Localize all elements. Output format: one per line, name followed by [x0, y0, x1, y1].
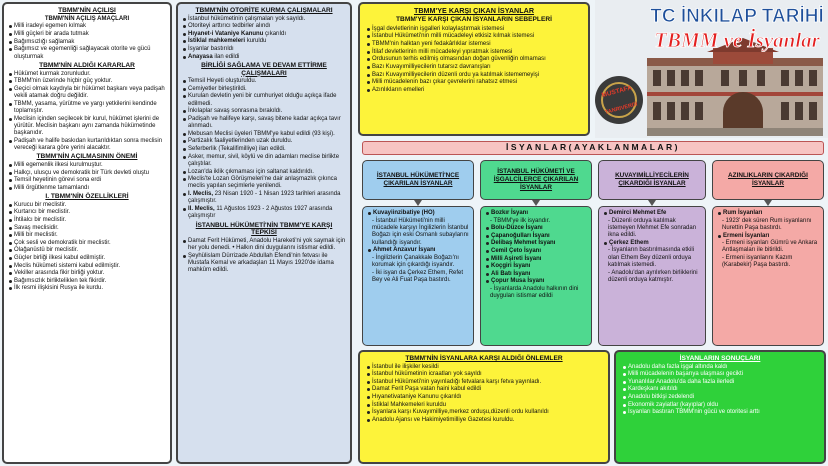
- list-item-text: Hükümet kurmak zorunludur.: [14, 70, 91, 77]
- panel-tbmm-acilisi: [2, 2, 172, 464]
- sebepler-title: TBMM'YE KARŞI ÇIKAN İSYANLARIN SEBEPLERİ: [396, 16, 552, 24]
- list-item-text: - İstanbul Hükümeti'nin milli mücadele karşıyı İngilizlerin İstanbul Boğazı için eski Osmanlı subaylarını kullandığı isyandır.: [372, 217, 469, 246]
- list-item-text: Çopur Musa İsyanı: [491, 278, 545, 285]
- list-item-detail: [485, 286, 587, 301]
- list-item: [182, 31, 346, 38]
- list-item: [182, 253, 346, 275]
- category-title: KUVAYIMİLLİYECİLERİN ÇIKARDIĞI İSYANLAR: [598, 160, 706, 200]
- list-item-rest: çıkarıldı: [263, 30, 287, 37]
- list-item: TBMM'nin halktan yeni fedakârlıklar istemesi: [366, 41, 582, 48]
- list-item-text: İstiklal mahkemeleri: [188, 38, 246, 45]
- list-item-text: Meclis hükümeti sistemi kabul edilmiştir.: [14, 262, 121, 269]
- list-item-text: Şeyhülislam Dürrizade Abdullah Efendi'nin fetvası ile Mustafa Kemal ve arkadaşları 11 Mayıs 1920'de idama mahkûm edildi.: [188, 252, 334, 274]
- list-item-text: Milli örgütlenme tamamlandı: [14, 184, 90, 191]
- list-item: [182, 138, 346, 145]
- isyanlar-title: TBMM'YE KARŞI ÇIKAN İSYANLAR: [413, 6, 535, 15]
- subheading: [8, 16, 166, 23]
- list-item: [182, 238, 346, 253]
- list-item-detail: [717, 218, 819, 233]
- section-title: TBMM'NİN OTORİTE KURMA ÇALIŞMALARI: [195, 7, 333, 14]
- list-item-rest: kuruldu: [245, 38, 267, 45]
- list-item-text: - Ermeni isyanlarını Kazım (Karabekir) Paşa bastırdı.: [722, 255, 793, 269]
- list-item-text: Savaş meclisidir.: [14, 224, 59, 231]
- list-item: [182, 206, 346, 221]
- list-item-text: İsyanlar bastırıldı: [188, 46, 234, 53]
- list-item-text: Ahmet Anzavur İsyanı: [373, 247, 436, 254]
- list-item: İstiklal Mahkemeleri kuruldu: [366, 402, 602, 409]
- list-item-text: Delibaş Mehmet İsyanı: [491, 240, 556, 247]
- list-item: [182, 86, 346, 93]
- list-item-text: Meclis'te Lozan Görüşmeleri'ne dair anlaşmazlık çıkınca meclis yapılan seçimlerle yenilendi.: [188, 176, 338, 190]
- list-item: [182, 93, 346, 108]
- seal-stamp: [595, 76, 643, 124]
- list-item: [182, 38, 346, 45]
- list-item-text: İhtilalcı bir meclistir.: [14, 216, 67, 223]
- list-item: Anadolu Ajansı ve Hakimiyetimilliye Gazetesi kuruldu.: [366, 417, 602, 424]
- list-item-text: Milli egemenlik ilkesi kurulmuştur.: [14, 162, 103, 168]
- section-title: TBMM'NİN AÇILMASININ ÖNEMİ: [36, 153, 138, 161]
- list-item: Ekonomik zayiatlar (kayıplar) oldu: [622, 402, 818, 409]
- logo-line2: TBMM ve İsyanlar: [654, 28, 820, 52]
- list-item-text: Mebusan Meclisi üyeleri TBMM'ye kabul edildi (93 kişi).: [188, 130, 335, 137]
- list-item: [485, 256, 587, 263]
- list-item: [182, 78, 346, 85]
- list-item-text: Seferberlik (Tekalifimilliye) ilan edildi.: [188, 145, 286, 152]
- list-item: [8, 39, 166, 46]
- list-item: [182, 23, 346, 30]
- list-item: [182, 131, 346, 138]
- list-item-text: TBMM'nin üzerinde hiçbir güç yoktur.: [14, 78, 113, 85]
- sonuclar-list: [622, 364, 818, 417]
- list-item: Azınlıkların emelleri: [366, 87, 582, 94]
- list-item-text: Padişah ve halifeye karşı, savaş bitene kadar açıkça tavır alınmadı.: [188, 115, 341, 130]
- list-item: Milli mücadelenin başarıya ulaşması gecikti: [622, 371, 818, 378]
- section-title: İSTANBUL HÜKÜMETİ'NİN TBMM'YE KARŞI TEPKİSİ: [195, 221, 333, 237]
- list-item-text: Ali Batı İsyanı: [491, 270, 531, 277]
- category-body: [362, 206, 474, 346]
- category-body: [598, 206, 706, 346]
- list-item-text: I. Meclis,: [188, 191, 214, 198]
- list-item: İstanbul hükümetinin icraatları yok sayıldı: [366, 371, 602, 378]
- list-item-text: Kuvayiinzibatiye (HO): [373, 210, 435, 216]
- list-item-text: TBMM'NİN AÇILIŞ AMAÇLARI: [44, 15, 130, 22]
- list-item: [8, 209, 166, 216]
- list-item: [485, 263, 587, 270]
- list-item: [367, 247, 469, 254]
- list-item-text: Demirci Mehmet Efe: [609, 210, 667, 216]
- list-item: [603, 240, 701, 247]
- list-item-text: Damat Ferit Hükümeti, Anadolu Hareketi'ni yok saymak için her yolu denedi. • Halkın dini duygularını istismar edildi.: [188, 237, 346, 252]
- list-item: [485, 240, 587, 247]
- list-item: [8, 162, 166, 169]
- list-item-text: - Anadolu'dan ayrılırken birliklerini düzenli orduya katmıştır.: [608, 269, 698, 283]
- list-item: [8, 46, 166, 61]
- list-item: [8, 217, 166, 224]
- list-item-text: Bağımsızlık birlikteliklen tek fikirdir.: [14, 277, 107, 284]
- list-item: [8, 101, 166, 116]
- list-item: [8, 185, 166, 192]
- list-item-text: - İngilizlerin Çanakkale Boğazı'nı korumak için çıkardığı isyandır.: [372, 254, 459, 269]
- list-item-text: TBMM, yasama, yürütme ve yargı yetkilerini kendinde toplamıştır.: [14, 100, 157, 114]
- list-item: Anadolu daha fazla işgal altında kaldı: [622, 364, 818, 371]
- list-item: Anadolu bitkişi zedelendi: [622, 394, 818, 401]
- list-item: [182, 116, 346, 131]
- list-item: [8, 263, 166, 270]
- list-item: [717, 233, 819, 240]
- sebepler-list: [366, 26, 582, 94]
- list-item: İşgal devletlerinin işgalleri kolaylaştırmak istemesi: [366, 26, 582, 33]
- list-item: İtilaf devletlerinin milli mücadeleyi yıpratmak istemesi: [366, 49, 582, 56]
- list-item-text: Meclisin içinden seçilecek bir kurul, hükümet işlerini de yürütür. Meclisin başkanı aynı zamanda hükümetinde başkanıdır.: [14, 115, 160, 137]
- list-item: İstanbul Hükümeti'nin milli mücadeleyi etkisiz kılmak istemesi: [366, 33, 582, 40]
- isyanlar-header: İSYANLAR(AYAKLANMALAR): [362, 141, 824, 155]
- section-title: TBMM'NİN AÇILIŞI: [58, 7, 116, 14]
- list-item-text: Çok sesli ve demokratik bir meclistir.: [14, 239, 111, 246]
- list-item: [8, 225, 166, 232]
- list-item-text: - TBMM'ye ilk isyandır.: [490, 217, 551, 224]
- list-item-text: Kurulan devletin yeni bir cumhuriyet olduğu açıkça ifade edilmedi.: [188, 93, 337, 107]
- list-item: Bazı Kuvayımilliyecilerin tutarsız davranışları: [366, 64, 582, 71]
- list-item-text: Kurtarıcı bir meclistir.: [14, 209, 71, 216]
- list-item-text: Ermeni İsyanları: [723, 232, 770, 239]
- list-item-text: Cemil Çeto İsyanı: [491, 248, 542, 255]
- list-item: [8, 170, 166, 177]
- list-item: [8, 78, 166, 85]
- list-item: [182, 176, 346, 191]
- list-item: İstanbul Hükümeti'nin yayınladığı fetvalara karşı fetva yayınladı.: [366, 379, 602, 386]
- list-item-text: - Düzenli orduya katılmak istemeyen Mehmet Efe sonradan ikna edildi.: [608, 217, 697, 239]
- list-item: [182, 146, 346, 153]
- list-item: [8, 138, 166, 153]
- list-item: [8, 202, 166, 209]
- category-title: AZINLIKLARIN ÇIKARDIĞI İSYANLAR: [712, 160, 824, 200]
- list-item: [603, 210, 701, 217]
- list-item-text: Padişah ve halife baskıdan kurtarıldıktan sonra meclisin vereceği karara göre yerini alacaktır.: [14, 137, 163, 152]
- category-body: [480, 206, 592, 346]
- list-item-text: Olağanüstü bir meclistir.: [14, 247, 79, 254]
- list-item-detail: [717, 240, 819, 255]
- list-item: [182, 54, 346, 61]
- list-item: [485, 278, 587, 285]
- list-item: [367, 210, 469, 217]
- list-item: [8, 177, 166, 184]
- list-item-text: II. Meclis,: [188, 205, 215, 212]
- list-item: [182, 108, 346, 115]
- list-item-text: Lozan'da iklik çıkmaması için saltanat kaldırıldı.: [188, 168, 314, 175]
- list-item-text: Temsil heyetinin görevi sona erdi: [14, 177, 102, 184]
- list-item: [8, 31, 166, 38]
- list-item-text: İnkılaplar savaş sonrasına bırakıldı.: [188, 108, 283, 115]
- list-item-text: Milli güçleri bir arada tutmak: [14, 31, 89, 38]
- list-item-text: Temsil Heyeti oluşturuldu.: [188, 78, 257, 85]
- section-title: TBMM'NİN ALDIĞI KARARLAR: [39, 61, 135, 69]
- list-item: İsyanları bastıran TBMM'nin gücü ve otoritesi arttı: [622, 409, 818, 416]
- list-item-text: Milli Aşireti İsyanı: [491, 255, 542, 262]
- list-item-text: - İki isyan da Çerkez Ethem, Refet Bey ve Ali Fuat Paşa bastırdı.: [372, 269, 464, 283]
- list-item: Hıyanetivataniye Kanunu çıkarıldı: [366, 394, 602, 401]
- list-item-text: - İsyanlarda Anadolu halkının dini duyguları istismar edildi: [490, 286, 579, 300]
- list-item-text: Koçgiri İsyanı: [491, 263, 531, 270]
- logo-line1: TC İNKILAP TARİHİ: [650, 6, 824, 27]
- list-item: [485, 225, 587, 232]
- list-item: [182, 154, 346, 169]
- list-item-detail: [603, 247, 701, 269]
- list-item: Ordusunun terhis edilmiş olmasından doğan güvenliğin olmaması: [366, 56, 582, 63]
- list-item: [717, 210, 819, 217]
- list-item-detail: [367, 255, 469, 270]
- list-item-text: Rum İsyanları: [723, 210, 763, 216]
- list-item-text: Hıyanet-i Vataniye Kanunu: [188, 30, 264, 37]
- list-item-text: Bağımsız ve egemenliği sağlayacak otorite ve gücü oluşturmak: [14, 46, 151, 60]
- list-item-rest: 23 Nisan 1920 - 1 Nisan 1923 tarihleri arasında çalışmıştır.: [188, 191, 341, 205]
- list-item-text: Bağımsızlığı sağlamak: [14, 38, 75, 45]
- list-item-detail: [717, 255, 819, 270]
- list-item-text: Bolu-Düzce İsyanı: [491, 225, 543, 232]
- list-item-text: Asker, memur, sivil, köylü ve din adamları meclise birlikte çalıştılar.: [188, 153, 340, 167]
- list-item-text: Partizalık faaliyetlerinden uzak duruldu.: [188, 138, 293, 145]
- list-item-detail: [367, 270, 469, 285]
- panel-sonuclar: [614, 350, 826, 464]
- list-item: [8, 116, 166, 138]
- svg-text:MUSTAFA: MUSTAFA: [600, 84, 633, 100]
- list-item: [8, 71, 166, 78]
- list-item-text: - Ermeni isyanları Gümrü ve Ankara Antlaşmaları ile bitirildi.: [722, 240, 818, 254]
- onlemler-list: [366, 364, 602, 425]
- section-title: BİRLİĞİ SAĞLAMA VE DEVAM ETTİRME ÇALIŞMALARI: [201, 61, 327, 77]
- list-item-text: - İsyanların bastırılmasında etkili olan Ethem Bey düzenli orduya katılmak istemedi.: [608, 247, 695, 269]
- section-title: I. TBMM'NİN ÖZELLİKLERİ: [45, 193, 129, 201]
- list-item: [8, 86, 166, 101]
- list-item-text: Çapanoğulları İsyanı: [491, 232, 550, 239]
- list-item-rest: 11 Ağustos 1923 - 2 Ağustos 1927 arasında çalışmıştır: [188, 205, 333, 220]
- list-item-text: İstanbul hükümetinin çalışmaları yok sayıldı.: [188, 15, 306, 22]
- list-item: [8, 255, 166, 262]
- category-title: İSTANBUL HÜKÜMETİ VE İŞGALCİLERCE ÇIKARILAN İSYANLAR: [480, 160, 592, 200]
- list-item-text: Çerkez Ethem: [609, 239, 649, 246]
- list-item-text: Geçici olmak kaydıyla bir hükümet başkanı veya padişah vekili atamak doğru değildir.: [14, 85, 165, 100]
- list-item-rest: ilan edildi: [212, 53, 240, 60]
- list-item: İsyanlara karşı Kuvayımilliye,merkez orduşu,düzenli ordu kullanıldı: [366, 409, 602, 416]
- list-item-text: Otoriteyi arttırıcı tedbirler alındı: [188, 23, 271, 30]
- list-item: Kardeşkanı akıtıldı: [622, 386, 818, 393]
- list-item-detail: [367, 218, 469, 247]
- list-item: [182, 46, 346, 53]
- list-item: [8, 23, 166, 30]
- list-item: [8, 247, 166, 254]
- list-item: Yunanlılar Anadolu'da daha fazla ilerledi: [622, 379, 818, 386]
- list-item: [182, 169, 346, 176]
- list-item-text: Cemiyetler birleştirildi.: [188, 85, 247, 92]
- list-item: [8, 240, 166, 247]
- list-item-text: İlk resmi ilişkisini Rusya ile kurdu.: [14, 285, 104, 292]
- list-item: [8, 285, 166, 292]
- list-item: İstanbul ile ilişkiler kesildi: [366, 364, 602, 371]
- list-item: [182, 191, 346, 206]
- list-item-text: Güçler birliği ilkesi kabul edilmiştir.: [14, 254, 106, 261]
- list-item-detail: [485, 218, 587, 225]
- list-item-text: Milli bir meclistir.: [14, 232, 58, 239]
- category-body: [712, 206, 824, 346]
- list-item-text: Anayasa: [188, 53, 213, 60]
- list-item: Bazı Kuvayımilliyecilerin düzenli ordu ya katılmak istememeyişi: [366, 72, 582, 79]
- list-item-text: Vekiller arasında fikir birliği yoktur.: [14, 270, 105, 277]
- list-item-text: Halkçı, ulusçu ve demokratik bir Türk devleti oluştu: [14, 169, 149, 176]
- list-item: [8, 232, 166, 239]
- panel-otorite-kurma: [176, 2, 352, 464]
- list-item-detail: [603, 270, 701, 285]
- sonuclar-title: İSYANLARIN SONUÇLARI: [679, 355, 761, 362]
- list-item-detail: [603, 218, 701, 240]
- panel-onlemler: [358, 350, 610, 464]
- list-item-text: Bozkır İsyanı: [491, 210, 529, 216]
- list-item: [485, 248, 587, 255]
- list-item: Damat Ferit Paşa vatan haini kabul edildi: [366, 386, 602, 393]
- svg-text:TANRIVERDİ: TANRIVERDİ: [604, 101, 639, 116]
- category-title: İSTANBUL HÜKÜMETİ'NCE ÇIKARILAN İSYANLAR: [362, 160, 474, 200]
- list-item: Milli mücadelenin bazı çıkar çevrelerini rahatsız etmesi: [366, 79, 582, 86]
- onlemler-title: TBMM'NİN İSYANLARA KARŞI ALDIĞI ÖNLEMLER: [405, 355, 563, 362]
- list-item-text: - 1923' dek süren Rum isyanlarını Nurettin Paşa bastırdı.: [722, 217, 812, 231]
- list-item: [8, 270, 166, 277]
- list-item-text: Kurucu bir meclistir.: [14, 201, 67, 208]
- list-item: [182, 16, 346, 23]
- title-logo: [595, 0, 828, 138]
- panel-isyan-sebepleri: [358, 2, 590, 136]
- list-item: [485, 210, 587, 217]
- list-item-text: Milli iradeyi egemen kılmak: [14, 23, 87, 30]
